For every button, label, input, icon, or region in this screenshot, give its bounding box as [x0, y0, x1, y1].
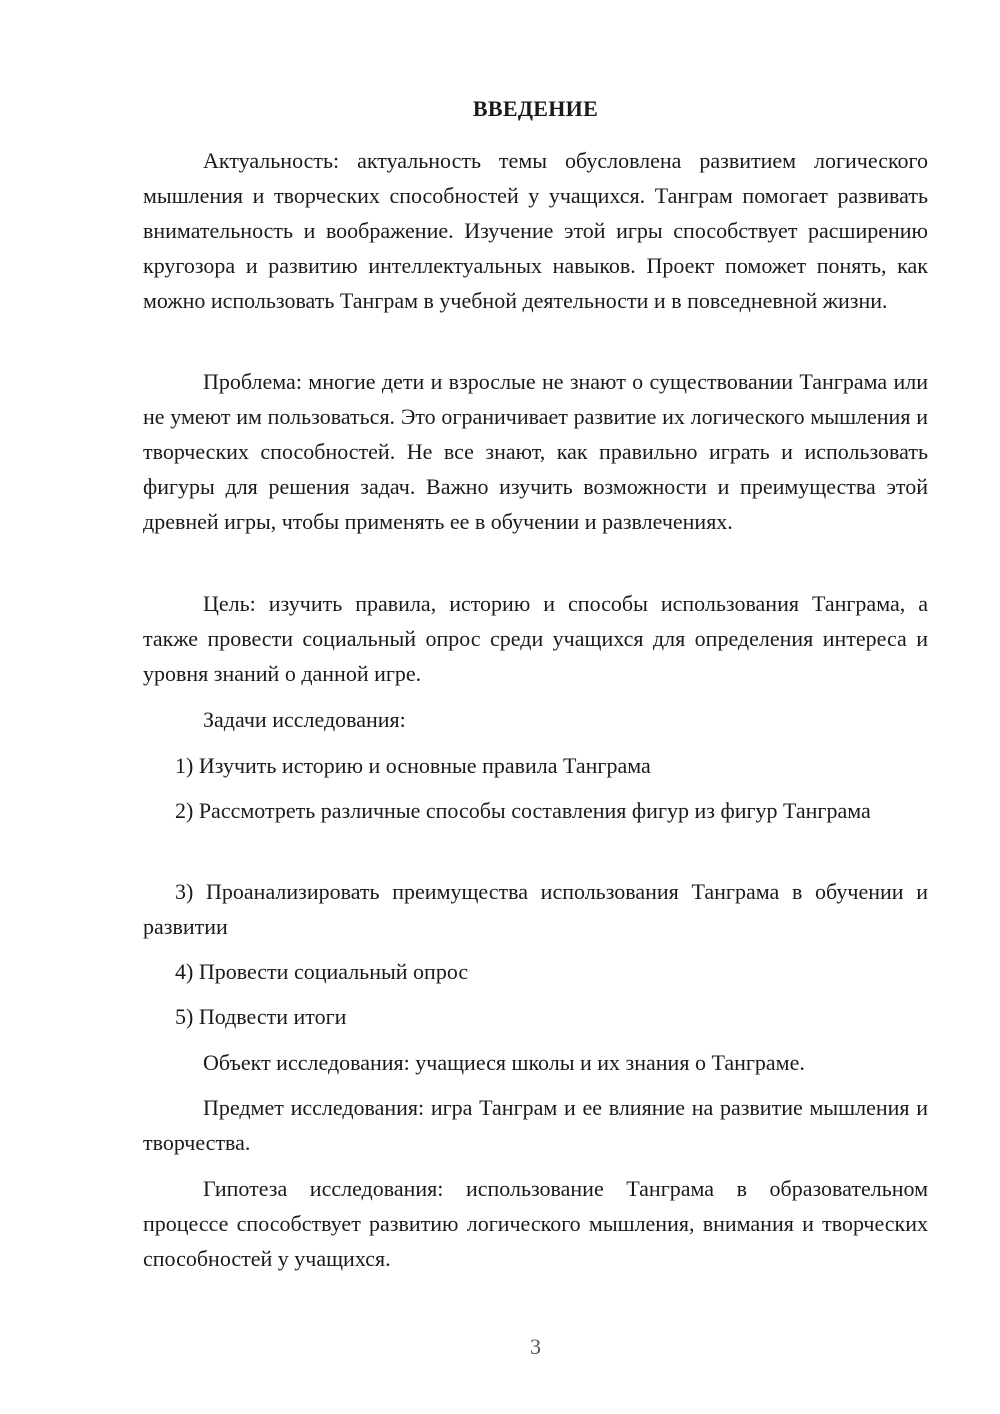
paragraph-tasks-heading: Задачи исследования: [203, 707, 406, 732]
section-title: ВВЕДЕНИЕ [472, 96, 599, 121]
task-item: 4) Провести социальный опрос [175, 959, 469, 984]
paragraph-goal: Цель: изучить правила, историю и способы использования Танграма, а также провести социальный опрос среди учащихся для определения интереса и уровня знаний о данной игре. [143, 591, 928, 686]
page-number: 3 [530, 1334, 541, 1359]
task-item: 1) Изучить историю и основные правила Танграма [175, 753, 651, 778]
paragraph-problem: Проблема: многие дети и взрослые не знают о существовании Танграма или не умеют им пользоваться. Это ограничивает развитие их логического мышления и творческих способностей. Не все знают, как правильно играть и использовать фигуры для решения задач. Важно изучить возможности и преимущества этой древней игры, чтобы применять ее в обучении и развлечениях. [143, 369, 928, 534]
task-item: 2) Рассмотреть различные способы составления фигур из фигур Танграма [175, 798, 871, 823]
task-item: 3) Проанализировать преимущества использования Танграма в обучении и развитии [143, 879, 928, 939]
paragraph-relevance: Актуальность: актуальность темы обусловлена развитием логического мышления и творческих способностей у учащихся. Танграм помогает развивать внимательность и воображение. Изучение этой игры способствует расширению кругозора и развитию интеллектуальных навыков. Проект поможет понять, как можно использовать Танграм в учебной деятельности и в повседневной жизни. [143, 148, 928, 313]
task-item: 5) Подвести итоги [175, 1004, 347, 1029]
paragraph-subject: Предмет исследования: игра Танграм и ее влияние на развитие мышления и творчества. [143, 1095, 928, 1155]
paragraph-object: Объект исследования: учащиеся школы и их знания о Танграме. [203, 1050, 805, 1075]
paragraph-hypothesis: Гипотеза исследования: использование Танграма в образовательном процессе способствует развитию логического мышления, внимания и творческих способностей у учащихся. [143, 1176, 928, 1271]
